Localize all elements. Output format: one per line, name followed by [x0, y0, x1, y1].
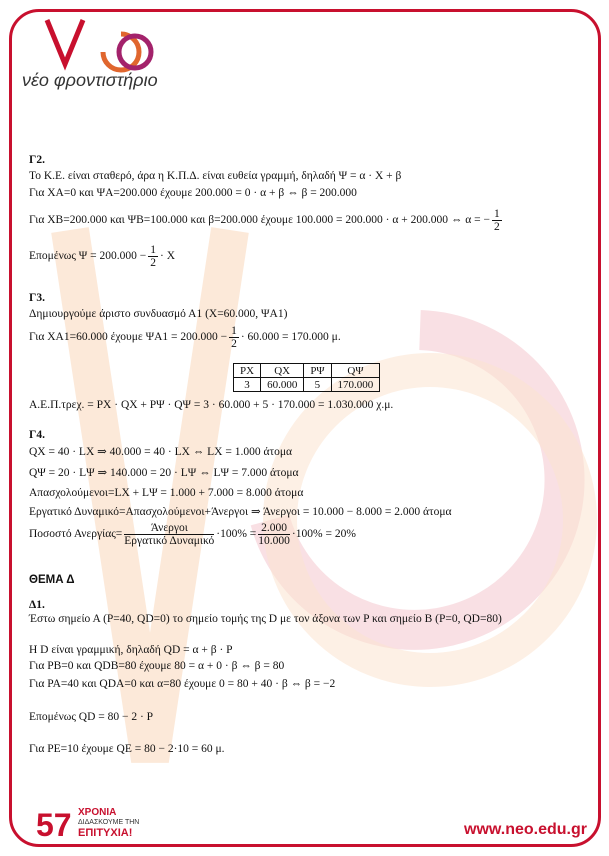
- svg-text:57: 57: [36, 807, 72, 840]
- brand-name: νέο φροντιστήριο: [22, 70, 158, 90]
- section-heading: Γ4.: [29, 429, 45, 441]
- text-line: Η D είναι γραμμική, δηλαδή QD = α + β · P: [29, 644, 233, 656]
- text-line: Εργατικό Δυναμικό=Απασχολούμενοι+Άνεργοι ⇒ Άνεργοι = 10.000 − 8.000 = 2.000 άτομα: [29, 506, 452, 518]
- website-link[interactable]: www.neo.edu.gr: [464, 821, 587, 838]
- text-line: QX = 40 · LX ⇒ 40.000 = 40 · LX ⇔ LX = 1.000 άτομα: [29, 446, 293, 458]
- text-line: Για ΧA=0 και ΨA=200.000 έχουμε 200.000 = 0 · α + β ⇔ β = 200.000: [29, 187, 357, 199]
- table-header-row: [234, 364, 380, 378]
- text-line: Ποσοστό Ανεργίας= $\frac{\text{Άνεργοι}}{\text{Εργατικό Δυναμικό}}$ ·100% = $\frac{2.000}{10.000}$ ·100% = 20%: [29, 522, 356, 547]
- table-cell: 3: [234, 378, 261, 392]
- text-line: Επομένως QD = 80 − 2 · P: [29, 711, 154, 723]
- table-header-cell: QΨ: [331, 364, 380, 378]
- table-header-cell: PX: [234, 364, 261, 378]
- text-line: Δημιουργούμε άριστο συνδυασμό Α1 (Χ=60.000, ΨA1): [29, 308, 288, 320]
- text-line: Για PB=0 και QDB=80 έχουμε 80 = α + 0 · β ⇔ β = 80: [29, 660, 285, 672]
- section-title: ΘΕΜΑ Δ: [29, 574, 75, 586]
- table-header-cell: QX: [261, 364, 304, 378]
- text-line: Για PE=10 έχουμε QE = 80 − 2·10 = 60 μ.: [29, 743, 225, 755]
- text-line: QΨ = 20 · LΨ ⇒ 140.000 = 20 · LΨ ⇔ LΨ = 7.000 άτομα: [29, 467, 299, 479]
- data-table: [233, 363, 380, 392]
- text-line: Απασχολούμενοι=LX + LΨ = 1.000 + 7.000 = 8.000 άτομα: [29, 487, 304, 499]
- text-line: Για ΧA1=60.000 έχουμε ΨA1 = 200.000 − $\frac{1}{2}$ · 60.000 = 170.000 μ.: [29, 325, 341, 350]
- anniversary-badge-icon: [36, 806, 76, 840]
- table-cell: 170.000: [331, 378, 380, 392]
- section-heading: Γ3.: [29, 292, 45, 304]
- text-line: Για PA=40 και QDA=0 και α=80 έχουμε 0 = 80 + 40 · β ⇔ β = −2: [29, 678, 336, 690]
- text-line: Α.Ε.Π.τρεχ. = PX · QX + PΨ · QΨ = 3 · 60.000 + 5 · 170.000 = 1.030.000 χ.μ.: [29, 399, 394, 411]
- table-cell: 60.000: [261, 378, 304, 392]
- section-heading: Γ2.: [29, 154, 45, 166]
- text-line: Το Κ.Ε. είναι σταθερό, άρα η Κ.Π.Δ. είναι ευθεία γραμμή, δηλαδή Ψ = α · Χ + β: [29, 170, 402, 182]
- table-row: [234, 378, 380, 392]
- section-heading: Δ1.: [29, 599, 45, 611]
- table-header-cell: PΨ: [304, 364, 331, 378]
- table-cell: 5: [304, 378, 331, 392]
- anniversary-tagline: ΧΡΟΝΙΑ ΔΙΔΑΣΚΟΥΜΕ ΤΗΝ ΕΠΙΤΥΧΙΑ!: [78, 807, 140, 839]
- text-line: Επομένως Ψ = 200.000 − $\frac{1}{2}$ · Χ: [29, 244, 175, 269]
- text-line: Έστω σημείο Α (P=40, QD=0) το σημείο τομής της D με τον άξονα των P και σημείο Β (P=0, QD=80): [29, 613, 502, 625]
- text-line: Για ΧB=200.000 και ΨB=100.000 και β=200.000 έχουμε 100.000 = 200.000 · α + 200.000 ⇔ α = − $\frac{1}{2}$: [29, 208, 500, 233]
